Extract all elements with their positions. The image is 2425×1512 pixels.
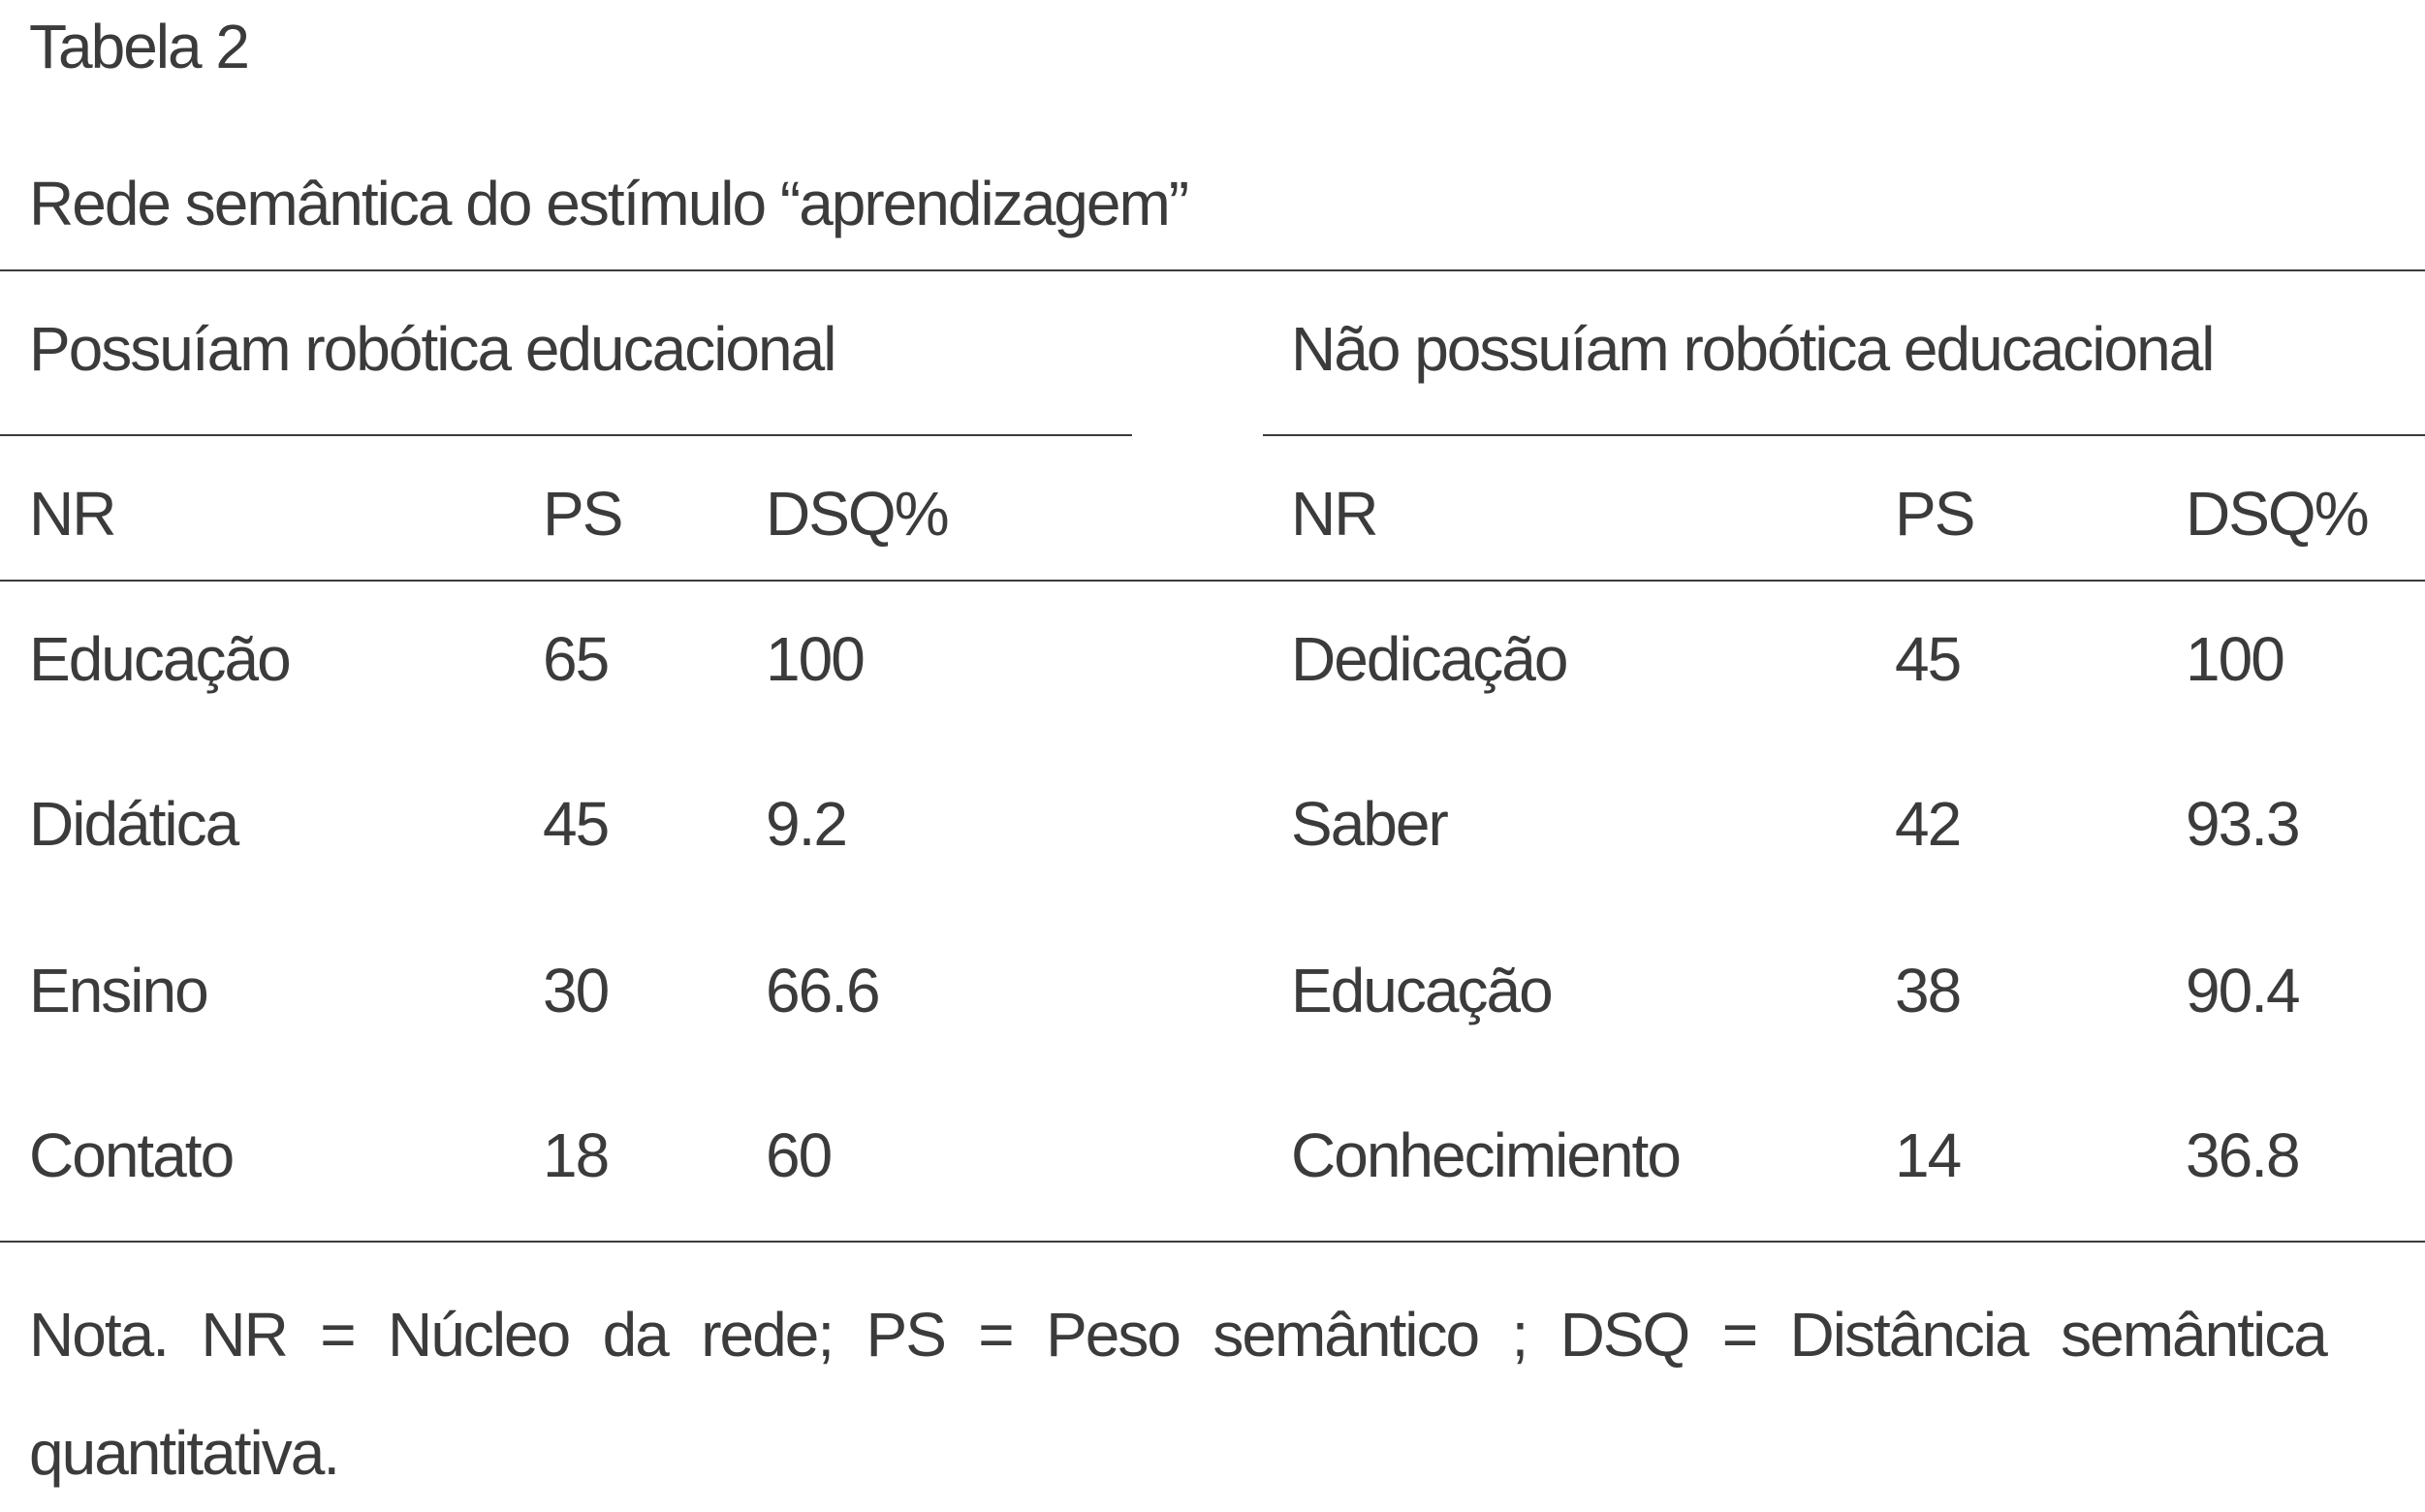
table-cell: 14 [1895,1120,1961,1190]
table-cell: Ensino [29,956,207,1025]
table-cell: Didática [29,789,238,859]
note-word: da [602,1300,668,1370]
note-line-2: quantitativa. [29,1418,339,1488]
note-line-1 [29,1276,2326,1394]
group-label-right: Não possuíam robótica educacional [1291,314,2214,384]
column-header-ps-right: PS [1895,479,1974,549]
note-word: = [320,1300,355,1370]
table-cell: 60 [766,1120,832,1190]
table-cell: 30 [543,956,609,1025]
note-word: ; [1511,1300,1527,1370]
note-word: PS [866,1300,945,1370]
table-cell: 90.4 [2186,956,2299,1025]
column-header-dsq-left: DSQ% [766,479,948,549]
table-note [29,1276,2326,1512]
note-word: Peso [1046,1300,1180,1370]
note-word: Distância [1789,1300,2028,1370]
table-cell: 45 [543,789,609,859]
table-title: Rede semântica do estímulo “aprendizagem” [29,169,1188,238]
table-cell: 100 [766,624,864,694]
table-cell: 66.6 [766,956,879,1025]
header-rule [0,580,2425,582]
table-cell: Contato [29,1120,234,1190]
note-word: Nota. [29,1300,168,1370]
table-cell: 9.2 [766,789,846,859]
table-cell: 65 [543,624,609,694]
table-cell: Educação [29,624,290,694]
table-cell: Saber [1291,789,1447,859]
table-cell: Conhecimiento [1291,1120,1680,1190]
table-cell: 36.8 [2186,1120,2299,1190]
group-rule-right [1263,434,2425,436]
group-label-left: Possuíam robótica educacional [29,314,835,384]
table-cell: 45 [1895,624,1961,694]
note-word: semântico [1212,1300,1479,1370]
column-header-ps-left: PS [543,479,622,549]
column-header-nr-right: NR [1291,479,1377,549]
column-header-nr-left: NR [29,479,115,549]
table-cell: 93.3 [2186,789,2299,859]
bottom-rule [0,1241,2425,1243]
group-rule-left [0,434,1132,436]
top-rule [0,269,2425,271]
note-word: = [1721,1300,1757,1370]
table-cell: Educação [1291,956,1552,1025]
note-word: = [978,1300,1013,1370]
table-cell: 100 [2186,624,2283,694]
table-cell: 42 [1895,789,1961,859]
table-cell: Dedicação [1291,624,1567,694]
note-word: rede; [701,1300,834,1370]
note-word: semântica [2061,1300,2326,1370]
note-word: NR [201,1300,287,1370]
column-header-dsq-right: DSQ% [2186,479,2368,549]
table-cell: 38 [1895,956,1961,1025]
table-cell: 18 [543,1120,609,1190]
table-label: Tabela 2 [29,12,248,81]
note-word: DSQ [1559,1300,1689,1370]
note-word: Núcleo [388,1300,570,1370]
